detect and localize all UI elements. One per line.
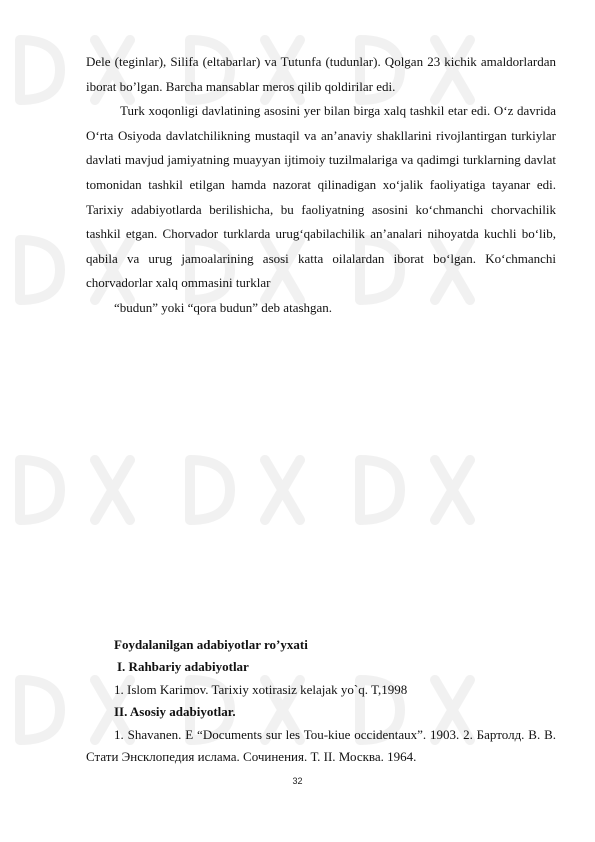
page-number: 32 (292, 776, 303, 786)
references-section-2: II. Asosiy adabiyotlar. (114, 704, 236, 720)
watermark-logo (360, 460, 470, 520)
paragraph-1: Dele (teginlar), Silifa (eltabarlar) va Tutunfa (tudunlar). Qolgan 23 kichik amaldorlardan iborat bo’lgan. Barcha mansablar meros qilib qoldirilar edi. (86, 54, 556, 94)
reference-item-1: 1. Islom Karimov. Tarixiy xotirasiz kelajak yo`q. T,1998 (114, 681, 408, 697)
references-section (86, 634, 556, 768)
reference-item-2: 1. Shavanen. E “Documents sur les Tou-kiue occidentaux”. 1903. 2. Бартолд. В. В. Стати Энсклопедия ислама. Сочинения. Т. II. Москва. 1964. (86, 726, 556, 765)
paragraph-3: “budun” yoki “qora budun” deb atashgan. (114, 299, 333, 315)
paragraph-2: Turk xoqonligi davlatining asosini yer bilan birga xalq tashkil etar edi. O‘z davrida O‘rta Osiyoda davlatchilikning mustaqil va an’anaviy shakllarini rivojlantirgan turkiylar davlati mavjud jamiyatning muayyan ijtimoiy tuzilmalariga va qadimgi turklarning davlat tomonidan tashkil etilgan hamda nazorat qilinadigan xo‘jalik faoliyatiga tayanar edi. Tarixiy adabiyotlarda berilishicha, bu faoliyatning asosini ko‘chmanchi chorvachilik tashkil etgan. Chorvador turklarda urug‘qabilachilik an’analari nihoyatda kuchli bo‘lib, qabila va urug jamoalarining asosi katta oilalardan iborat bo‘lgan. Ko‘chmanchi chorvadorlar xalq ommasini turklar (86, 103, 556, 291)
watermark-logo (190, 460, 300, 520)
watermark-logo (20, 460, 130, 520)
references-heading: Foydalanilgan adabiyotlar ro’yxati (114, 637, 308, 652)
references-section-1: I. Rahbariy adabiyotlar (117, 659, 249, 675)
body-text (86, 50, 556, 321)
